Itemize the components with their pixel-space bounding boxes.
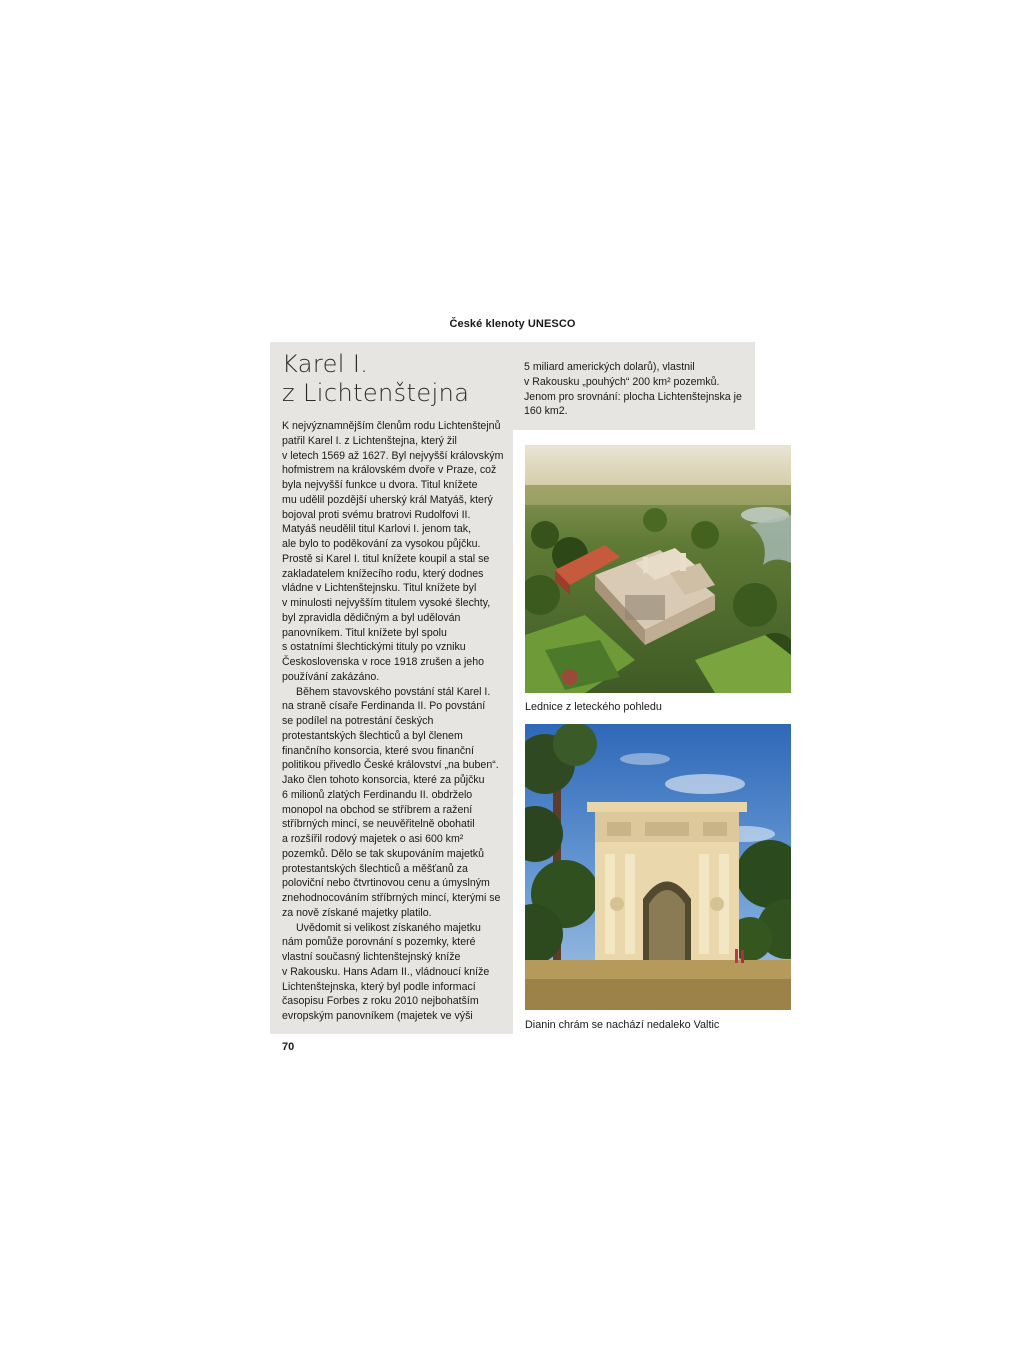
text-line: 6 milionů zlatých Ferdinandu II. obdrželo — [282, 788, 473, 801]
text-line: nám pomůže porovnání s pozemky, které — [282, 936, 476, 949]
text-line: protestantských šlechticů a byl členem — [282, 729, 463, 742]
text-line: Lichtenštejnska, který byl podle informací — [282, 980, 476, 993]
title-line: Karel I. — [282, 350, 369, 378]
text-line: ale bylo to poděkování za vysokou půjčku. — [282, 538, 481, 550]
body-column-right — [524, 360, 750, 419]
text-line: na straně císaře Ferdinanda II. Po povstání — [282, 700, 486, 713]
text-line: byl zpravidla dědičným a byl udělován — [282, 611, 461, 624]
text-line: poloviční nebo čtvrtinovou cenu a úmyslným — [282, 877, 490, 890]
text-line: vlastní současný lichtenštejnský kníže — [282, 951, 461, 963]
text-line: používání zakázáno. — [282, 670, 380, 683]
text-line: protestantských šlechticů a měšťanů za — [282, 862, 468, 875]
article-title — [282, 350, 510, 408]
text-line: v Rakousku. Hans Adam II., vládnoucí kníže — [282, 965, 490, 978]
lednice-caption: Lednice z leteckého pohledu — [525, 701, 662, 713]
running-head: České klenoty UNESCO — [449, 318, 576, 330]
text-line: s ostatními šlechtickými tituly po vzniku — [282, 641, 466, 654]
text-line: panovníkem. Titul knížete byl spolu — [282, 626, 447, 639]
body-column-left — [282, 419, 504, 1024]
text-line: 5 miliard amerických dolarů), vlastnil — [524, 361, 695, 373]
text-line: Uvědomit si velikost získaného majetku — [296, 921, 481, 934]
text-line: a rozšířil rodový majetek o asi 600 km² — [282, 833, 464, 845]
text-line: mu udělil pozdější uherský král Matyáš, který — [282, 493, 493, 506]
lednice-aerial-photo — [525, 445, 791, 693]
text-line: se podílel na potrestání českých — [282, 715, 434, 727]
page-number: 70 — [282, 1041, 295, 1053]
text-line: K nejvýznamnějším členům rodu Lichtenštejnů — [282, 420, 501, 432]
text-line: evropským panovníkem (majetek ve výši — [282, 1010, 473, 1022]
text-line: byla nejvyšší funkce u dvora. Titul knížete — [282, 479, 478, 491]
text-line: Matyáš neudělil titul Karlovi I. jenom tak, — [282, 523, 472, 536]
text-line: 160 km2. — [524, 405, 568, 418]
text-line: znehodnocováním stříbrných mincí, kterými se — [282, 892, 501, 904]
text-line: Československa v roce 1918 zrušen a jeho — [282, 656, 484, 668]
text-line: pozemků. Dělo se tak skupováním majetků — [282, 847, 484, 860]
text-line: patřil Karel I. z Lichtenštejna, který žil — [282, 434, 457, 447]
text-line: stříbrných mincí, se neuvěřitelně obohatil — [282, 818, 475, 831]
text-line: Během stavovského povstání stál Karel I. — [296, 685, 491, 698]
text-line: za nově získané majetky platilo. — [282, 906, 432, 919]
text-line: vládne v Lichtenštejnsku. Titul knížete byl — [282, 582, 477, 595]
text-line: monopol na obchod se stříbrem a ražení — [282, 803, 473, 816]
text-line: časopisu Forbes z roku 2010 nejbohatším — [282, 995, 479, 1008]
text-line: bojoval proti svému bratrovi Rudolfovi II. — [282, 508, 471, 521]
title-line: z Lichtenštejna — [282, 379, 470, 407]
text-line: finančního konsorcia, které svou finanční — [282, 744, 474, 757]
text-line: Prostě si Karel I. titul knížete koupil a stal se — [282, 552, 490, 565]
text-line: v letech 1569 až 1627. Byl nejvyšší královským — [282, 449, 504, 462]
dianin-chram-caption: Dianin chrám se nachází nedaleko Valtic — [525, 1019, 720, 1031]
text-line: hofmistrem na královském dvoře v Praze, což — [282, 464, 497, 477]
text-line: politikou přivedlo České království „na buben“. — [282, 759, 499, 772]
text-line: Jako člen tohoto konsorcia, které za půjčku — [282, 774, 485, 786]
text-line: Jenom pro srovnání: plocha Lichtenštejnska je — [524, 390, 742, 403]
text-line: zakladatelem knížecího rodu, který dodnes — [282, 567, 484, 580]
text-line: v minulosti nejvyšším titulem vysoké šlechty, — [282, 597, 491, 609]
text-line: v Rakousku „pouhých“ 200 km² pozemků. — [524, 375, 720, 388]
dianin-chram-photo — [525, 724, 791, 1010]
